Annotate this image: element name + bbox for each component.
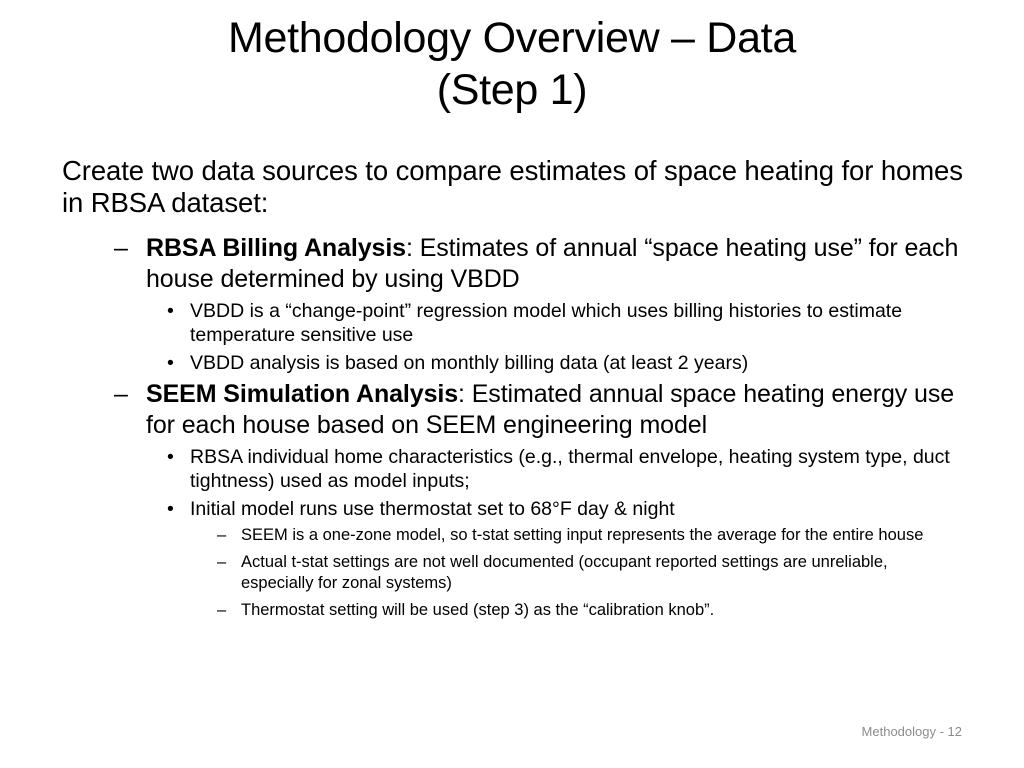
list-item-rbsa-billing [62, 233, 972, 295]
item-text: : Estimates of annual “space heating use” for each house determined by using VBDD [146, 234, 959, 293]
bullet-marker: • [167, 300, 174, 322]
slide-body [62, 155, 972, 627]
item-text: : Estimated annual space heating energy use for each house based on SEEM engineering model [146, 380, 955, 439]
subsubitem-text: SEEM is a one-zone model, so t-stat setting input represents the average for the entire house [241, 526, 924, 544]
dash-marker: – [217, 553, 227, 571]
intro-paragraph: Create two data sources to compare estimates of space heating for homes in RBSA dataset: [62, 155, 963, 218]
item-heading: SEEM Simulation Analysis [146, 380, 459, 408]
subitem-text: Initial model runs use thermostat set to 68°F day & night [190, 498, 675, 520]
dash-marker: – [114, 380, 128, 408]
subitem-text: VBDD is a “change-point” regression model which uses billing histories to estimate temperature sensitive use [190, 300, 903, 346]
list-subitem [62, 445, 972, 493]
list-item-seem-simulation [62, 379, 972, 441]
list-subitem [62, 351, 972, 375]
title-line-1: Methodology Overview – Data [228, 14, 796, 62]
title-line-2: (Step 1) [436, 66, 588, 114]
list-subsubitem [62, 600, 972, 621]
dash-marker: – [217, 601, 227, 619]
list-subitem [62, 497, 972, 521]
slide-title [60, 12, 964, 116]
item-heading: RBSA Billing Analysis [146, 234, 406, 262]
dash-marker: – [217, 526, 227, 544]
list-subitem [62, 299, 972, 347]
list-subsubitem [62, 525, 972, 546]
bullet-marker: • [167, 352, 174, 374]
list-subsubitem [62, 552, 972, 594]
subsubitem-text: Thermostat setting will be used (step 3) as the “calibration knob”. [241, 601, 715, 619]
slide-footer-page-number: Methodology - 12 [861, 724, 962, 739]
dash-marker: – [114, 234, 128, 262]
subsubitem-text: Actual t-stat settings are not well documented (occupant reported settings are unreliable, especially for zonal systems) [241, 553, 888, 592]
bullet-marker: • [167, 498, 174, 520]
subitem-text: RBSA individual home characteristics (e.g., thermal envelope, heating system type, duct tightness) used as model inputs; [190, 446, 950, 492]
bullet-marker: • [167, 446, 174, 468]
subitem-text: VBDD analysis is based on monthly billing data (at least 2 years) [190, 352, 749, 374]
